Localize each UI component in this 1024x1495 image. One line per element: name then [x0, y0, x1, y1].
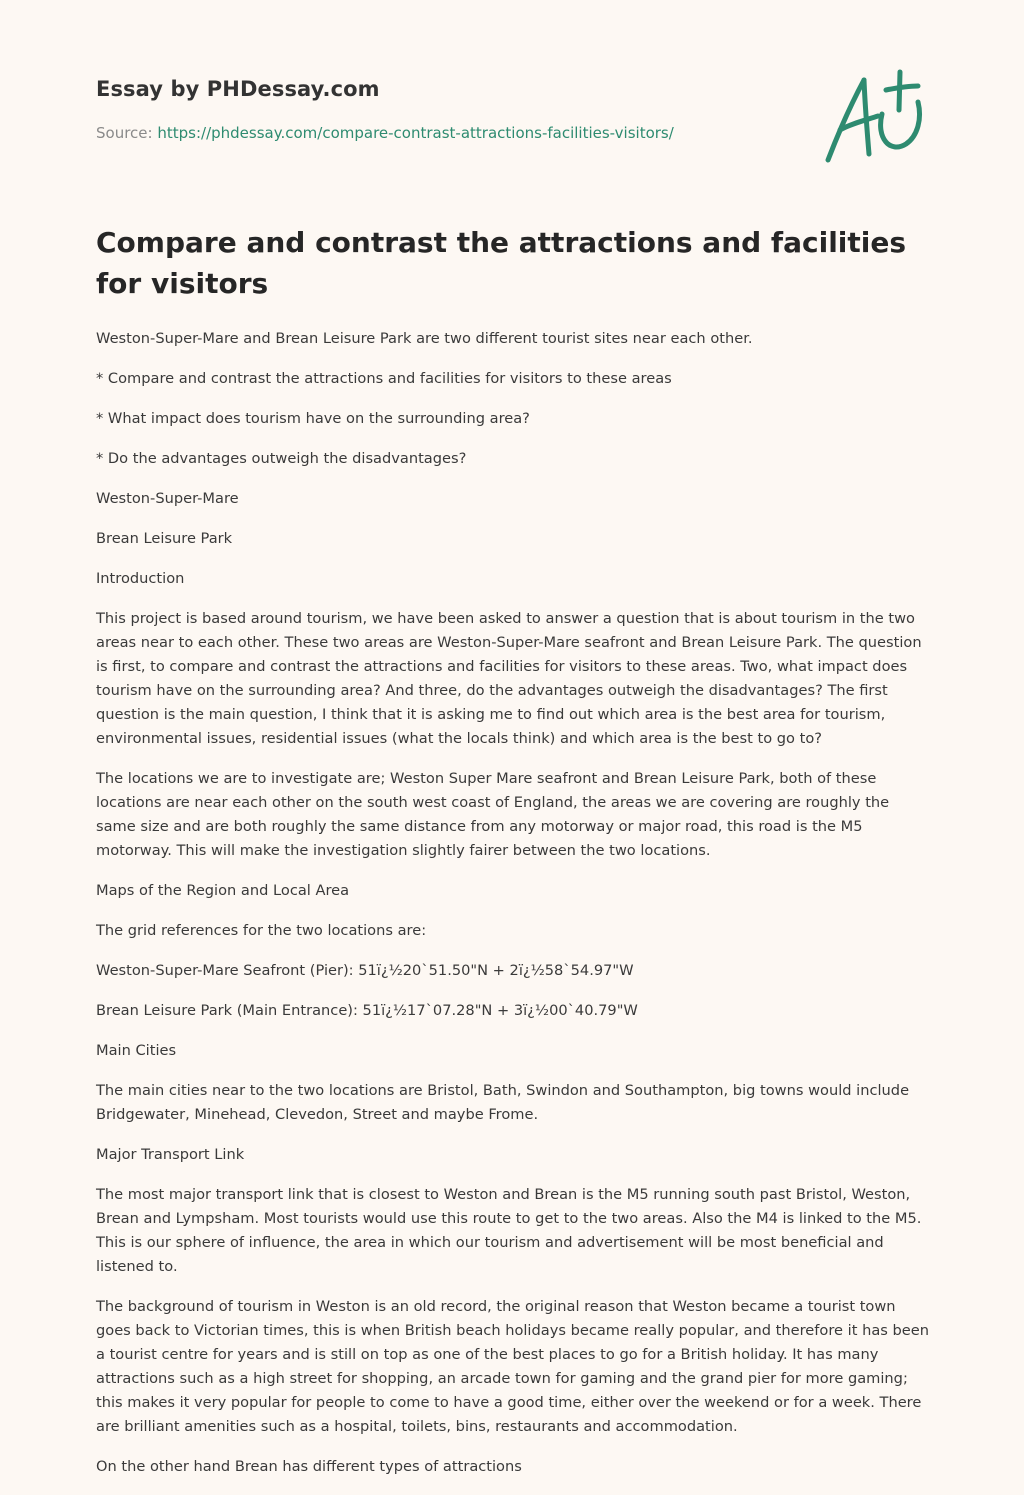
body-paragraph: On the other hand Brean has different types of attractions — [96, 1458, 522, 1475]
source-link[interactable]: https://phdessay.com/compare-contrast-attractions-facilities-visitors/ — [157, 124, 674, 142]
source-label: Source: — [96, 124, 153, 142]
source-line — [96, 124, 674, 142]
body-paragraph: The background of tourism in Weston is an old record, the original reason that Weston became a tourist town goes back to Victorian times, this is when British beach holidays became really popular, and therefore it has been a tourist centre for years and is still on top as one of the best places to go for a British holiday. It has many attractions such as a high street for shopping, an arcade town for gaming and the grand pier for more gaming; this makes it very popular for people to come to have a good time, either over the weekend or for a week. There are brilliant amenities such as a hospital, toilets, bins, restaurants and accommodation. — [96, 1298, 929, 1435]
question-item: * Do the advantages outweigh the disadvantages? — [96, 450, 467, 467]
body-paragraph: The locations we are to investigate are; Weston Super Mare seafront and Brean Leisure Park, both of these locations are near each other on the south west coast of England, the areas we are covering are roughly the same size and are both roughly the same distance from any motorway or major road, this road is the M5 motorway. This will make the investigation slightly fairer between the two locations. — [96, 770, 890, 859]
body-paragraph: The grid references for the two locations are: — [96, 922, 427, 939]
section-heading: Main Cities — [96, 1042, 177, 1059]
a-plus-logo — [820, 66, 930, 166]
body-paragraph: The main cities near to the two locations are Bristol, Bath, Swindon and Southampton, big towns would include Bridgewater, Minehead, Clevedon, Street and maybe Frome. — [96, 1082, 910, 1123]
body-paragraph: The most major transport link that is closest to Weston and Brean is the M5 running south past Bristol, Weston, Brean and Lympsham. Most tourists would use this route to get to the two areas. Also the M4 is linked to the M5. This is our sphere of influence, the area in which our tourism and advertisement will be most beneficial and listened to. — [96, 1186, 922, 1275]
body-paragraph: This project is based around tourism, we have been asked to answer a question that is about tourism in the two areas near to each other. These two areas are Weston-Super-Mare seafront and Brean Leisure Park. The question is first, to compare and contrast the attractions and facilities for visitors to these areas. Two, what impact does tourism have on the surrounding area? And three, do the advantages outweigh the disadvantages? The first question is the main question, I think that it is asking me to find out which area is the best area for tourism, environmental issues, residential issues (what the locals think) and which area is the best to go to? — [96, 610, 922, 747]
question-item: * What impact does tourism have on the surrounding area? — [96, 410, 530, 427]
grid-reference: Brean Leisure Park (Main Entrance): 51ï¿½17`07.28"N + 3ï¿½00`40.79"W — [96, 1002, 638, 1019]
page-header — [96, 0, 928, 170]
question-item: * Compare and contrast the attractions and facilities for visitors to these areas — [96, 370, 672, 387]
site-title: Essay by PHDessay.com — [96, 77, 380, 101]
section-heading: Maps of the Region and Local Area — [96, 882, 350, 899]
section-label: Weston-Super-Mare — [96, 490, 239, 507]
section-label: Brean Leisure Park — [96, 530, 233, 547]
section-heading: Introduction — [96, 570, 185, 587]
section-heading: Major Transport Link — [96, 1146, 245, 1163]
article-title: Compare and contrast the attractions and facilities for visitors — [96, 226, 907, 300]
article — [96, 222, 930, 1495]
grid-reference: Weston-Super-Mare Seafront (Pier): 51ï¿½20`51.50"N + 2ï¿½58`54.97"W — [96, 962, 634, 979]
intro-paragraph: Weston-Super-Mare and Brean Leisure Park are two different tourist sites near each other. — [96, 330, 753, 347]
